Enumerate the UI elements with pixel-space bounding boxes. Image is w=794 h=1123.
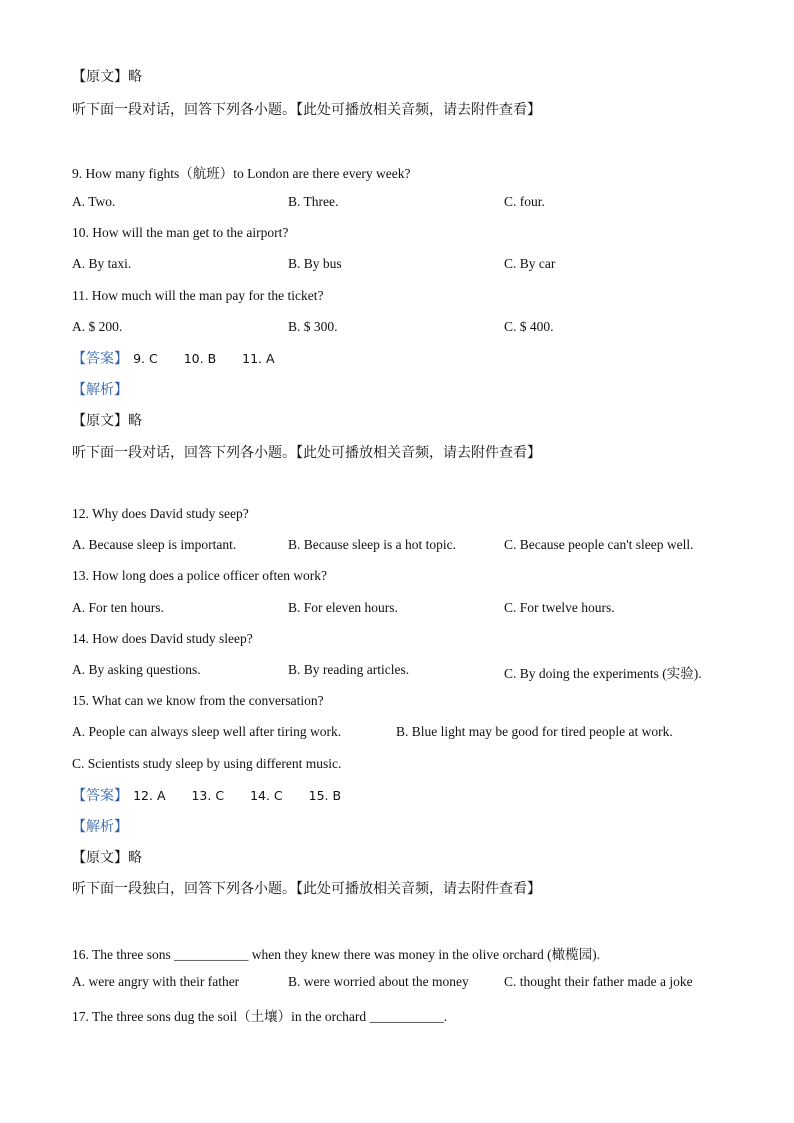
answer-item: 11. A (242, 351, 275, 366)
question-14: 14. How does David study sleep? (72, 631, 253, 646)
answer-list (133, 351, 296, 366)
question-10-option-a: A. By taxi. (72, 256, 132, 271)
answer-item: 12. A (133, 788, 166, 803)
question-9-option-c: C. four. (504, 194, 545, 209)
question-10-option-b: B. By bus (288, 256, 342, 271)
question-13-option-c: C. For twelve hours. (504, 600, 615, 615)
question-14-option-b: B. By reading articles. (288, 662, 410, 677)
question-12: 12. Why does David study seep? (72, 506, 249, 521)
answer-row (72, 348, 297, 368)
question-9-option-a: A. Two. (72, 194, 116, 209)
listening-instruction: 听下面一段对话，回答下列各小题。【此处可播放相关音频，请去附件查看】 (72, 102, 541, 118)
question-11-option-b: B. $ 300. (288, 319, 338, 334)
listening-instruction: 听下面一段对话，回答下列各小题。【此处可播放相关音频，请去附件查看】 (72, 445, 541, 461)
question-10: 10. How will the man get to the airport? (72, 225, 289, 240)
question-15-option-c: C. Scientists study sleep by using different music. (72, 756, 342, 771)
question-15-option-a: A. People can always sleep well after tiring work. (72, 724, 342, 739)
answer-item: 15. B (308, 788, 342, 803)
question-11-option-a: A. $ 200. (72, 319, 123, 334)
answer-row (72, 785, 363, 805)
question-12-option-b: B. Because sleep is a hot topic. (288, 537, 456, 552)
question-15-option-b: B. Blue light may be good for tired people at work. (396, 724, 673, 739)
question-9-option-b: B. Three. (288, 194, 339, 209)
question-10-option-c: C. By car (504, 256, 556, 271)
question-16-option-a: A. were angry with their father (72, 974, 240, 989)
answer-label: 【答案】 (72, 351, 128, 367)
question-14-option-a: A. By asking questions. (72, 662, 201, 677)
question-11: 11. How much will the man pay for the ticket? (72, 288, 324, 303)
question-12-option-c: C. Because people can't sleep well. (504, 537, 694, 552)
question-16-option-c: C. thought their father made a joke (504, 974, 693, 989)
analysis-label: 【解析】 (72, 382, 128, 398)
answer-list (133, 788, 363, 803)
answer-item: 14. C (250, 788, 283, 803)
question-11-option-c: C. $ 400. (504, 319, 554, 334)
question-13-option-b: B. For eleven hours. (288, 600, 398, 615)
original-text-note: 【原文】略 (72, 850, 142, 866)
question-15: 15. What can we know from the conversation? (72, 693, 324, 708)
question-16-option-b: B. were worried about the money (288, 974, 469, 989)
question-16: 16. The three sons ___________ when they knew there was money in the olive orchard (橄榄园). (72, 947, 601, 962)
answer-label: 【答案】 (72, 788, 128, 804)
answer-item: 9. C (133, 351, 158, 366)
question-13: 13. How long does a police officer often work? (72, 568, 328, 583)
answer-item: 13. C (191, 788, 225, 803)
question-17: 17. The three sons dug the soil（土壤）in the orchard ___________. (72, 1009, 448, 1024)
listening-instruction: 听下面一段独白，回答下列各小题。【此处可播放相关音频，请去附件查看】 (72, 881, 541, 897)
question-14-option-c: C. By doing the experiments (实验). (504, 666, 702, 681)
question-9: 9. How many fights（航班）to London are there every week? (72, 166, 411, 181)
question-12-option-a: A. Because sleep is important. (72, 537, 237, 552)
original-text-note: 【原文】略 (72, 413, 142, 429)
question-13-option-a: A. For ten hours. (72, 600, 164, 615)
analysis-label: 【解析】 (72, 819, 128, 835)
answer-item: 10. B (183, 351, 217, 366)
original-text-note: 【原文】略 (72, 69, 142, 85)
